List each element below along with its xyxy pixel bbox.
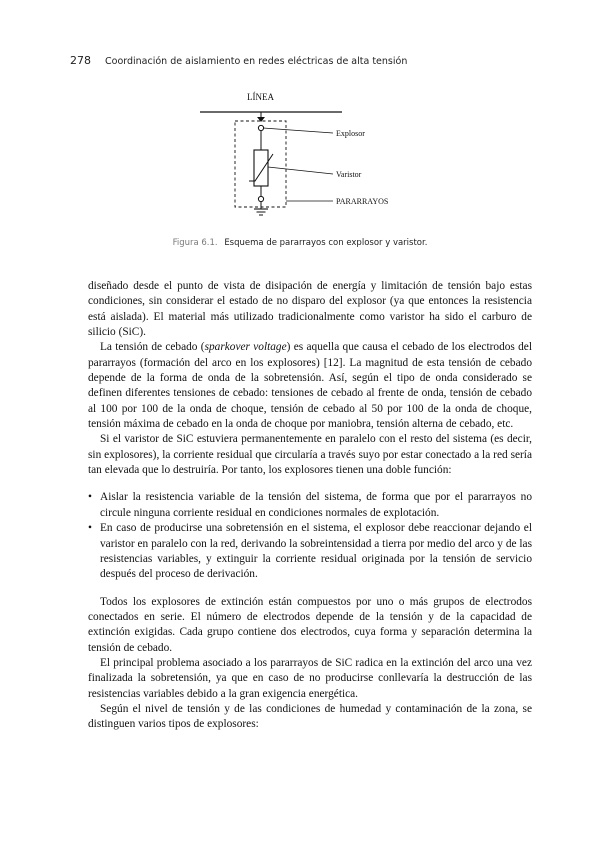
explosor-leader	[263, 128, 333, 133]
list-item: • Aislar la resistencia variable de la tensión del sistema, de forma que por el pararrayos no circule ninguna corriente residual en condiciones normales de explotación.	[88, 491, 532, 519]
bullet-icon: •	[88, 522, 92, 535]
paragraph: Todos los explosores de extinción están compuestos por uno o más grupos de electrodos conectados en serie. El número de electrodos depende de la tensión y de la capacidad de extinción exigidas. Cada grupo contiene dos electrodos, cuya forma y separación determina la tensión de cebado.	[88, 595, 532, 654]
list-item: • En caso de producirse una sobretensión en el sistema, el explosor debe reaccionar dejando el varistor en paralelo con la red, derivando la sobreintensidad a tierra por medio del arco y de las resistencias variables, y extinguir la corriente residual originada por la tensión de servicio después del proceso de derivación.	[88, 522, 532, 581]
body-text	[88, 279, 532, 733]
running-title: Coordinación de aislamiento en redes eléctricas de alta tensión	[105, 56, 408, 67]
varistor-label: Varistor	[336, 170, 362, 179]
caption-label: Figura 6.1.	[172, 238, 218, 248]
running-header	[70, 54, 407, 67]
arrester-diagram	[195, 88, 415, 223]
term-italic: sparkover voltage	[204, 341, 287, 354]
ground-terminal	[258, 196, 263, 201]
explosor-gap	[258, 125, 263, 130]
paragraph: diseñado desde el punto de vista de disipación de energía y limitación de tensión bajo estas condiciones, sin considerar el estado de no disparo del explosor (ya que entonces la resistencia está aislada). El material más utilizado tradicionalmente como varistor ha sido el carburo de silicio (SiC).	[88, 280, 532, 339]
page-number: 278	[70, 54, 91, 67]
varistor-resistor	[254, 150, 268, 186]
line-label: LÍNEA	[247, 92, 274, 102]
bullet-icon: •	[88, 491, 92, 504]
arrester-figure	[195, 88, 415, 223]
varistor-leader	[268, 167, 333, 174]
caption-text: Esquema de pararrayos con explosor y varistor.	[224, 238, 428, 248]
paragraph: El principal problema asociado a los pararrayos de SiC radica en la extinción del arco una vez finalizada la sobretensión, ya que en caso de no producirse conllevaría la destrucción de las resistencias variables debido a la gran exigencia energética.	[88, 656, 532, 700]
figure-caption	[0, 238, 600, 248]
bullet-list	[88, 490, 532, 582]
pararrayos-label: PARARRAYOS	[336, 197, 389, 206]
paragraph: La tensión de cebado (sparkover voltage) es aquella que causa el cebado de los electrodos del pararrayos (formación del arco en los explosores) [12]. La magnitud de esta tensión de cebado depende de la forma de onda de la sobretensión. Así, según el tipo de onda considerado se definen diferentes tensiones de cebado: tensiones de cebado al frente de onda, tensión de cebado al 100 por 100 de la onda de choque, tensión de cebado al 50 por 100 de la onda de choque, tensión máxima de cebado en la onda de choque por maniobra, tensión alterna de cebado, etc.	[88, 341, 532, 431]
explosor-label: Explosor	[336, 129, 365, 138]
paragraph: Si el varistor de SiC estuviera permanentemente en paralelo con el resto del sistema (es decir, sin explosores), la corriente residual que circularía a través suyo por estar conectado a la red sería tan elevada que lo destruiría. Por tanto, los explosores tienen una doble función:	[88, 433, 532, 477]
paragraph: Según el nivel de tensión y de las condiciones de humedad y contaminación de la zona, se distinguen varios tipos de explosores:	[88, 702, 532, 731]
